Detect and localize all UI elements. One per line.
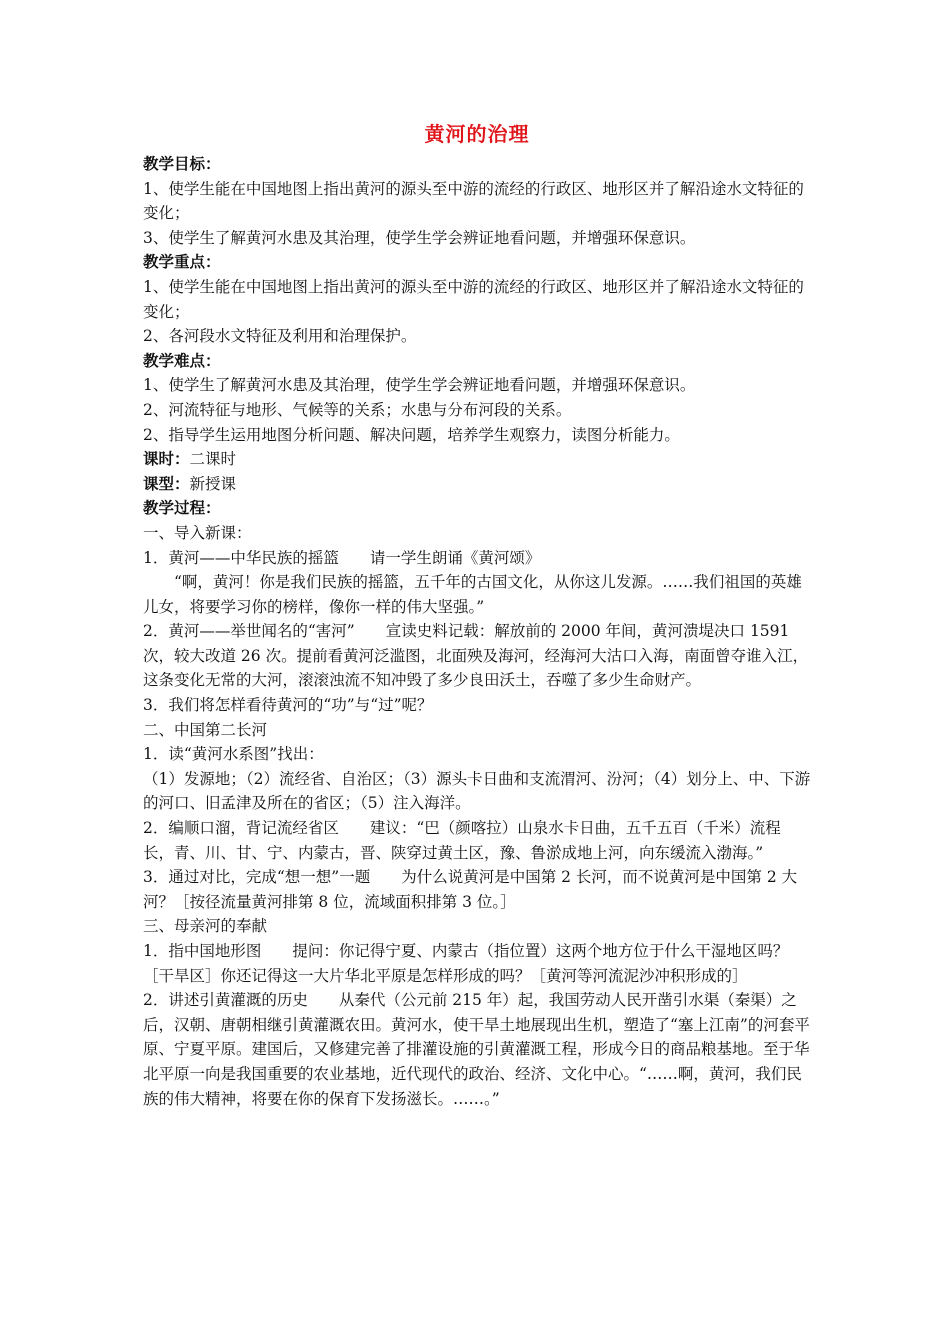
section-heading: 一、导入新课： xyxy=(143,523,252,542)
goal-item: 3、使学生了解黄河水患及其治理，使学生学会辨证地看问题，并增强环保意识。 xyxy=(143,228,696,247)
difficulty-item: 2、指导学生运用地图分析问题、解决问题，培养学生观察力，读图分析能力。 xyxy=(143,425,680,444)
process-paragraph: 1．黄河——中华民族的摇篮 请一学生朗诵《黄河颂》 xyxy=(143,548,541,567)
goals-heading: 教学目标： xyxy=(143,154,221,173)
process-paragraph: 1．指中国地形图 提问：你记得宁夏、内蒙古（指位置）这两个地方位于什么干湿地区吗？［干旱区］你还记得这一大片华北平原是怎样形成的吗？［黄河等河流泥沙冲积形成的］ xyxy=(143,942,789,985)
class-type-line xyxy=(143,472,811,497)
process-paragraph: 2．黄河——举世闻名的“害河” 宣读史料记载：解放前的 2000 年间，黄河溃堤决口 1591 次，较大改道 26 次。提前看黄河泛滥图，北面殃及海河，经海河大沽口入海，南面曾夺谁入江，这条变化无常的大河，滚滚浊流不知冲毁了多少良田沃土，吞噬了多少生命财产。 xyxy=(143,622,809,690)
process-paragraph: 1．读“黄河水系图”找出： xyxy=(143,745,324,764)
document-title: 黄河的治理 xyxy=(424,122,530,146)
key-points-heading: 教学重点： xyxy=(143,252,221,272)
process-paragraph: 3．我们将怎样看待黄河的“功”与“过”呢？ xyxy=(143,696,433,715)
goal-item: 1、使学生能在中国地图上指出黄河的源头至中游的流经的行政区、地形区并了解沿途水文特征的变化； xyxy=(143,179,804,223)
key-point-item: 2、各河段水文特征及利用和治理保护。 xyxy=(143,327,417,346)
process-paragraph: 3．通过对比，完成“想一想”一题 为什么说黄河是中国第 2 长河，而不说黄河是中国第 2 大河？［按径流量黄河排第 8 位，流域面积排第 3 位。］ xyxy=(143,868,798,911)
class-type-value: 新授课 xyxy=(189,474,237,493)
section-heading: 三、母亲河的奉献 xyxy=(143,917,268,936)
document-body xyxy=(143,118,811,1111)
class-hours-label: 课时： xyxy=(143,449,190,469)
difficulty-item: 2、河流特征与地形、气候等的关系；水患与分布河段的关系。 xyxy=(143,400,572,419)
class-hours-line xyxy=(143,447,811,472)
difficulties-heading: 教学难点： xyxy=(143,350,221,370)
key-point-item: 1、使学生能在中国地图上指出黄河的源头至中游的流经的行政区、地形区并了解沿途水文特征的变化； xyxy=(143,277,804,321)
poem-quote: “啊，黄河！你是我们民族的摇篮，五千年的古国文化，从你这儿发源。……我们祖国的英雄儿女，将要学习你的榜样，像你一样的伟大坚强。” xyxy=(143,573,802,616)
process-heading: 教学过程： xyxy=(143,498,221,518)
difficulty-item: 1、使学生了解黄河水患及其治理，使学生学会辨证地看问题，并增强环保意识。 xyxy=(143,376,696,395)
section-heading: 二、中国第二长河 xyxy=(143,720,268,739)
class-hours-value: 二课时 xyxy=(189,450,237,469)
process-paragraph: 2．讲述引黄灌溉的历史 从秦代（公元前 215 年）起，我国劳动人民开凿引水渠（秦渠）之后，汉朝、唐朝相继引黄灌溉农田。黄河水，使干旱土地展现出生机，塑造了“塞上江南”的河套平原、宁夏平原。建国后，又修建完善了排灌设施的引黄灌溉工程，形成今日的商品粮基地。至于华北平原一向是我国重要的农业基地，近代现代的政治、经济、文化中心。“……啊，黄河，我们民族的伟大精神，将要在你的保育下发扬滋长。……。” xyxy=(143,991,810,1108)
process-paragraph: （1）发源地；（2）流经省、自治区；（3）源头卡日曲和支流渭河、汾河；（4）划分上、中、下游的河口、旧孟津及所在的省区；（5）注入海洋。 xyxy=(143,769,811,813)
class-type-label: 课型： xyxy=(143,473,190,493)
process-paragraph: 2．编顺口溜，背记流经省区 建议：“巴（颜喀拉）山泉水卡日曲，五千五百（千米）流程长，青、川、甘、宁、内蒙古，晋、陕穿过黄土区，豫、鲁淤成地上河，向东缓流入渤海。” xyxy=(143,819,781,862)
